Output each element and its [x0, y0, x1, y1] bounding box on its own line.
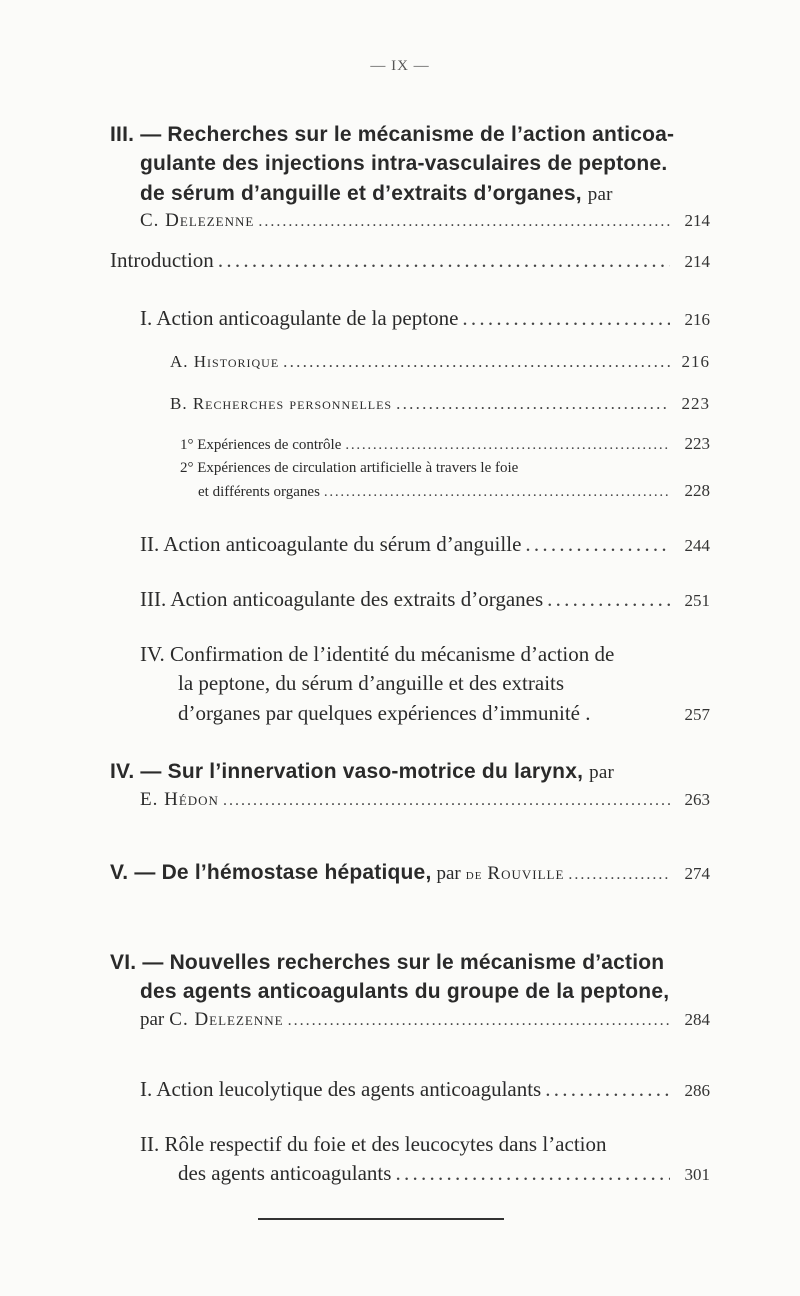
- toc-entry-vi-nouvelles: [110, 948, 710, 1033]
- entry-par: par: [589, 762, 615, 783]
- entry-page: 301: [684, 1165, 710, 1185]
- leader-dots: [258, 211, 670, 233]
- entry-title-line: — Sur l’innervation vaso-motrice du larynx,: [140, 760, 590, 783]
- entry-title: I. Action anticoagulante de la peptone: [140, 306, 459, 330]
- leader-dots: [525, 530, 670, 559]
- entry-title-line: II. Rôle respectif du foie et des leucocytes dans l’action: [140, 1132, 607, 1156]
- leader-dots: [223, 790, 670, 812]
- entry-par: par: [140, 1008, 165, 1030]
- entry-page: 286: [684, 1081, 710, 1100]
- entry-title-line: gulante des injections intra-vasculaires de peptone.: [140, 152, 668, 176]
- entry-title: III. Action anticoagulante des extraits d’organes: [140, 587, 544, 611]
- entry-de: de: [465, 866, 483, 883]
- entry-page: 284: [684, 1009, 710, 1029]
- toc-entry-introduction: [110, 246, 710, 275]
- entry-author: Rouville: [487, 863, 565, 884]
- entry-author: C. Delezenne: [140, 210, 255, 232]
- entry-page: 263: [684, 789, 710, 809]
- leader-dots: [545, 1075, 670, 1104]
- entry-roman: III.: [110, 123, 135, 146]
- leader-dots: [218, 246, 670, 275]
- entry-roman: VI.: [110, 951, 137, 974]
- entry-author: C. Delezenne: [169, 1008, 284, 1030]
- leader-dots: [568, 864, 670, 886]
- entry-title-line: et différents organes: [198, 484, 320, 500]
- entry-title-line: des agents anticoagulants: [178, 1161, 392, 1186]
- entry-title-line: d’organes par quelques expériences d’immunité .: [178, 700, 591, 725]
- entry-page: 223: [684, 434, 710, 453]
- toc-entry-i-peptone: [140, 304, 710, 333]
- leader-dots: [283, 350, 670, 374]
- leader-dots: [396, 392, 670, 416]
- bottom-rule: [258, 1218, 504, 1220]
- toc-entry-iv-innervation: [110, 757, 710, 813]
- leader-dots: [288, 1010, 670, 1032]
- entry-title-line: — Recherches sur le mécanisme de l’action anticoa-: [140, 123, 675, 146]
- toc-entry-i-leucolytique: [140, 1075, 710, 1104]
- leader-dots: [324, 482, 670, 503]
- entry-page: 244: [684, 536, 710, 555]
- entry-title: B. Recherches personnelles: [170, 394, 393, 413]
- entry-title: 1° Expériences de contrôle: [180, 437, 342, 453]
- leader-dots: [547, 585, 670, 614]
- toc-entry-historique: [170, 350, 710, 374]
- toc-entry-experiences-controle: [180, 432, 710, 456]
- leader-dots: [345, 435, 670, 456]
- entry-title-line: des agents anticoagulants du groupe de la peptone,: [140, 980, 670, 1004]
- entry-page: 251: [684, 591, 710, 610]
- entry-page: 274: [684, 864, 710, 883]
- toc-entry-experiences-circulation: [180, 458, 710, 503]
- entry-title: I. Action leucolytique des agents anticoagulants: [140, 1077, 542, 1101]
- entry-roman: V.: [110, 861, 129, 884]
- entry-title-line: IV. Confirmation de l’identité du mécanisme d’action de: [140, 642, 615, 666]
- leader-dots: [462, 304, 670, 333]
- entry-title: — De l’hémostase hépatique,: [134, 861, 432, 884]
- entry-title-line: la peptone, du sérum d’anguille et des extraits: [178, 671, 565, 696]
- entry-title-line: 2° Expériences de circulation artificielle à travers le foie: [180, 460, 519, 476]
- entry-page: 214: [684, 211, 710, 231]
- entry-author: E. Hédon: [140, 788, 219, 810]
- leader-dots: [395, 1159, 670, 1188]
- entry-page: 216: [681, 352, 710, 371]
- entry-title-line: de sérum d’anguille et d’extraits d’organes,: [140, 181, 588, 205]
- entry-page: 257: [684, 704, 710, 724]
- entry-page: 214: [684, 252, 710, 271]
- entry-title: A. Historique: [170, 352, 280, 371]
- entry-title: II. Action anticoagulante du sérum d’anguille: [140, 532, 522, 556]
- entry-par: par: [587, 183, 613, 205]
- toc-entry-ii-serum: [140, 530, 710, 559]
- entry-roman: IV.: [110, 760, 135, 783]
- toc-entry-v-hemostase: [110, 858, 710, 888]
- toc-entry-recherches-personnelles: [170, 392, 710, 416]
- page-header: — IX —: [370, 58, 430, 74]
- toc-entry-iii: [110, 120, 710, 235]
- entry-title-line: — Nouvelles recherches sur le mécanisme d’action: [142, 951, 665, 974]
- toc-entry-ii-role: [140, 1130, 710, 1189]
- entry-page: 223: [681, 394, 710, 413]
- entry-page: 216: [684, 310, 710, 329]
- toc-entry-iv-confirmation: [140, 640, 710, 728]
- toc-entry-iii-extraits: [140, 585, 710, 614]
- entry-par: par: [436, 863, 461, 884]
- entry-page: 228: [684, 481, 710, 500]
- entry-title: Introduction: [110, 248, 214, 272]
